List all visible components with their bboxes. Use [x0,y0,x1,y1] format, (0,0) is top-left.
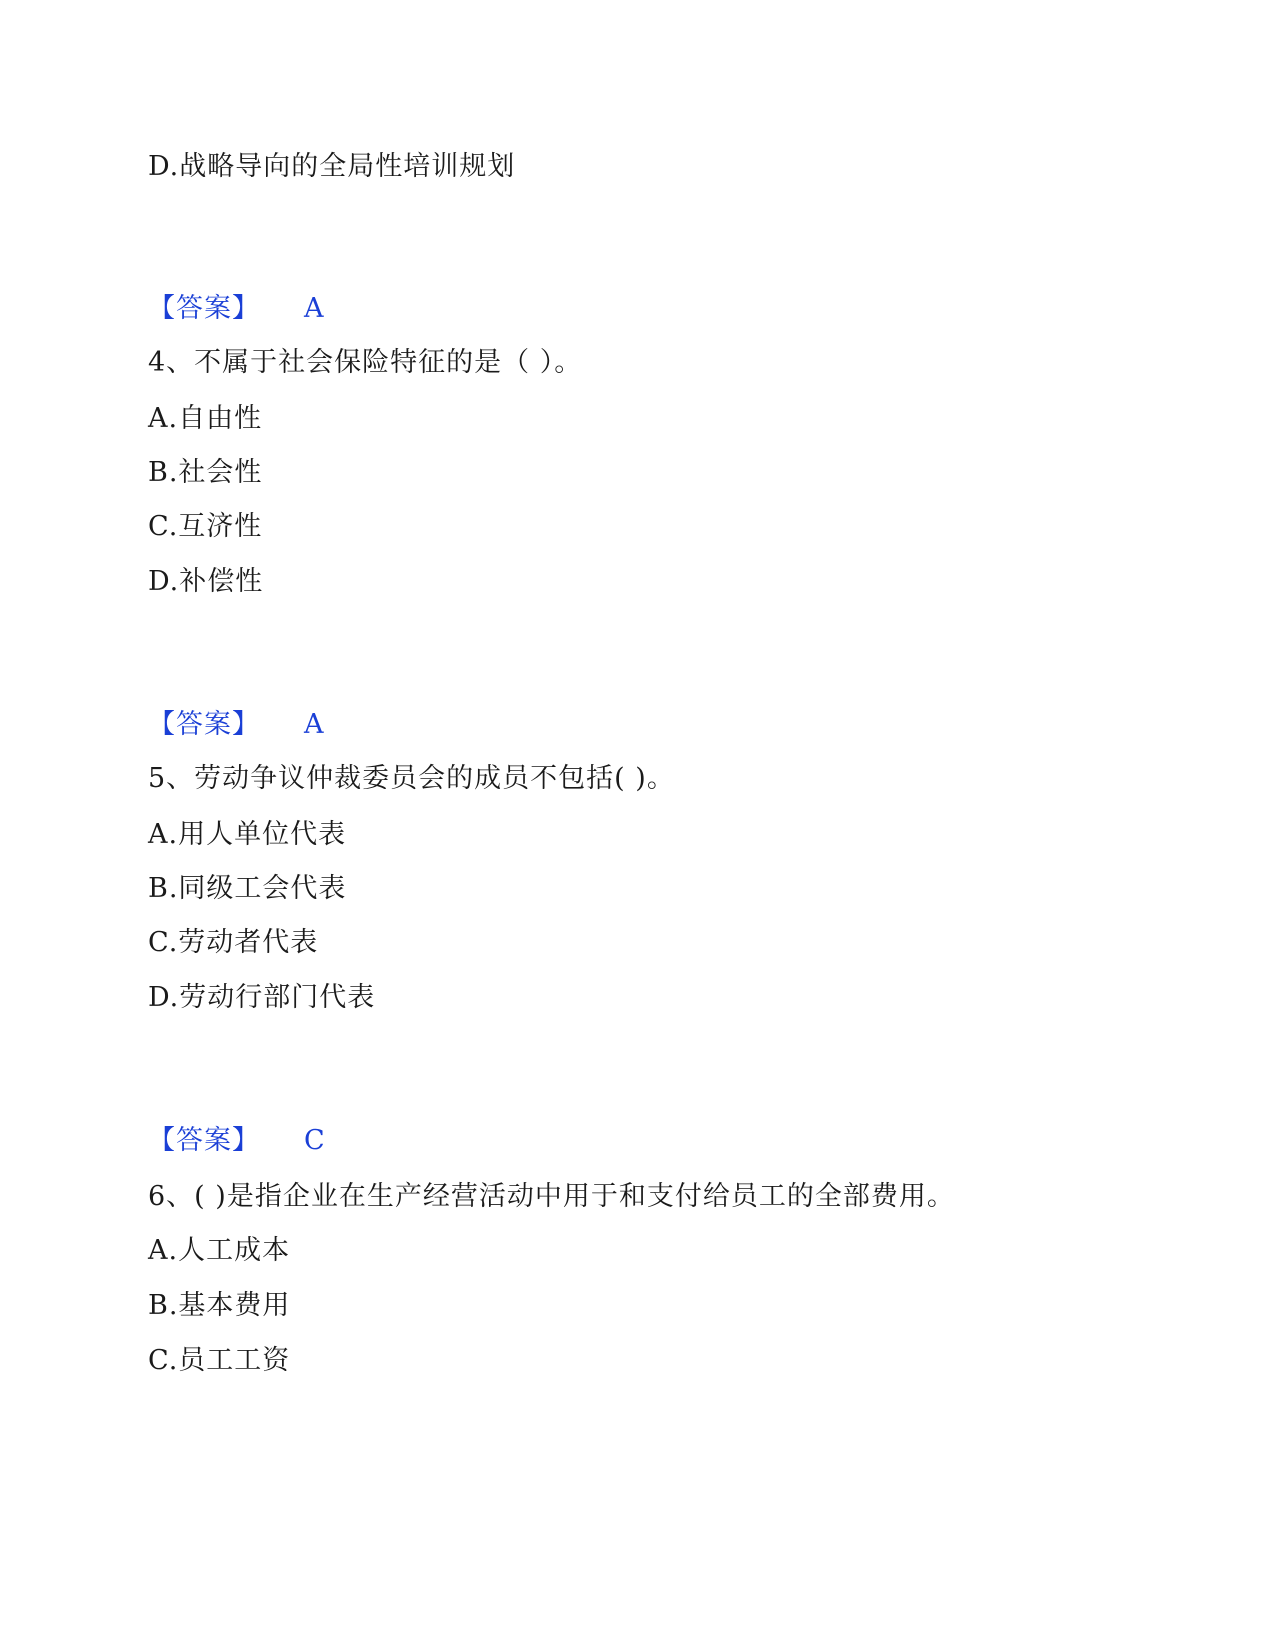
question-6: 6、( )是指企业在生产经营活动中用于和支付给员工的全部费用。 [148,1181,955,1212]
option-q4-b: B.社会性 [148,457,263,488]
answer-value: A [304,293,325,324]
question-4: 4、不属于社会保险特征的是（ ）。 [148,347,583,378]
answer-q4 [148,708,325,742]
option-q5-d: D.劳动行部门代表 [148,982,376,1013]
option-q5-c: C.劳动者代表 [148,927,319,958]
option-q5-b: B.同级工会代表 [148,873,347,904]
answer-label: 【答案】 [148,709,260,740]
option-q6-b: B.基本费用 [148,1290,291,1321]
option-q6-c: C.员工工资 [148,1345,291,1376]
option-q4-c: C.互济性 [148,511,263,542]
answer-label: 【答案】 [148,293,260,324]
answer-label: 【答案】 [148,1125,260,1156]
option-q4-a: A.自由性 [148,403,263,434]
option-q3-d: D.战略导向的全局性培训规划 [148,151,516,182]
answer-q3 [148,292,325,326]
question-5: 5、劳动争议仲裁委员会的成员不包括( )。 [148,763,675,794]
option-q4-d: D.补偿性 [148,566,264,597]
option-q5-a: A.用人单位代表 [148,819,347,850]
answer-q5 [148,1124,326,1158]
answer-value: A [304,709,325,740]
option-q6-a: A.人工成本 [148,1235,291,1266]
answer-value: C [304,1125,326,1156]
